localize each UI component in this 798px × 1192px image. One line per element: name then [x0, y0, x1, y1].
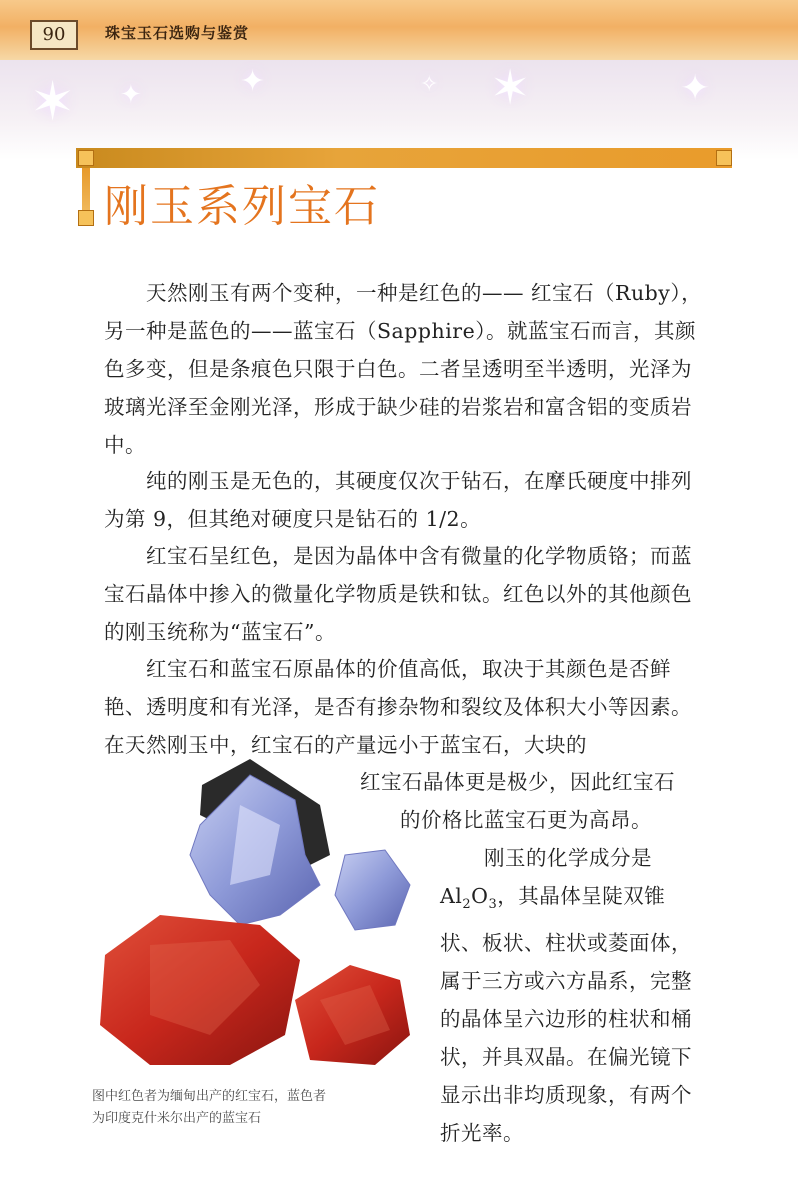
corner-ornament [78, 150, 94, 166]
figure-caption [92, 1086, 392, 1130]
paragraph-2: 纯的刚玉是无色的，其硬度仅次于钻石，在摩氏硬度中排列为第 9，但其绝对硬度只是钻石的 1/2。 [104, 469, 692, 531]
paragraph-1: 天然刚玉有两个变种，一种是红色的—— 红宝石（Ruby），另一种是蓝色的——蓝宝石（Sapphire）。就蓝宝石而言，其颜色多变，但是条痕色只限于白色。二者呈透明至半透明，光泽为玻璃光泽至金刚光泽，形成于缺少硅的岩浆岩和富含铝的变质岩中。 [104, 281, 703, 457]
formula-prefix: 刚玉的化学成分是 Al [440, 846, 652, 908]
paragraph-3: 红宝石呈红色，是因为晶体中含有微量的化学物质铬；而蓝宝石晶体中掺入的微量化学物质是铁和钛。红色以外的其他颜色的刚玉统称为“蓝宝石”。 [104, 544, 692, 644]
page-number: 90 [30, 20, 78, 50]
running-title: 珠宝玉石选购与鉴赏 [105, 24, 250, 42]
paragraph-4-end: 的价格比蓝宝石更为高昂。 [400, 808, 652, 832]
gem-photo [90, 745, 420, 1075]
sparkle-icon: ✦ [680, 68, 711, 109]
formula-oxygen: O [471, 884, 489, 908]
caption-line-1: 图中红色者为缅甸出产的红宝石，蓝色者 [92, 1089, 327, 1104]
subscript: 2 [462, 897, 472, 913]
paragraph-5 [440, 839, 704, 1152]
sapphire-small [335, 850, 410, 930]
sparkle-icon: ✧ [420, 72, 439, 97]
paragraph-4-continued: 红宝石晶体更是极少，因此红宝石 [360, 770, 675, 794]
sparkle-icon: ✦ [240, 64, 266, 99]
sparkle-icon: ✶ [490, 60, 531, 116]
sparkle-icon: ✦ [120, 80, 142, 110]
sparkle-icon: ✶ [30, 70, 76, 133]
sparkle-background [0, 60, 798, 160]
corner-ornament [716, 150, 732, 166]
paragraph-4: 红宝石和蓝宝石原晶体的价值高低，取决于其颜色是否鲜艳、透明度和有光泽，是否有掺杂物和裂纹及体积大小等因素。在天然刚玉中，红宝石的产量远小于蓝宝石，大块的 [104, 657, 692, 757]
caption-line-2: 为印度克什米尔出产的蓝宝石 [92, 1111, 262, 1126]
corner-ornament [78, 210, 94, 226]
section-title: 刚玉系列宝石 [104, 181, 380, 232]
title-bar [76, 148, 732, 168]
subscript: 3 [488, 897, 498, 913]
paragraph-5-text: ，其晶体呈陡双锥状、板状、柱状或菱面体，属于三方或六方晶系，完整的晶体呈六边形的柱状和桶状，并具双晶。在偏光镜下显示出非均质现象，有两个折光率。 [440, 884, 692, 1146]
